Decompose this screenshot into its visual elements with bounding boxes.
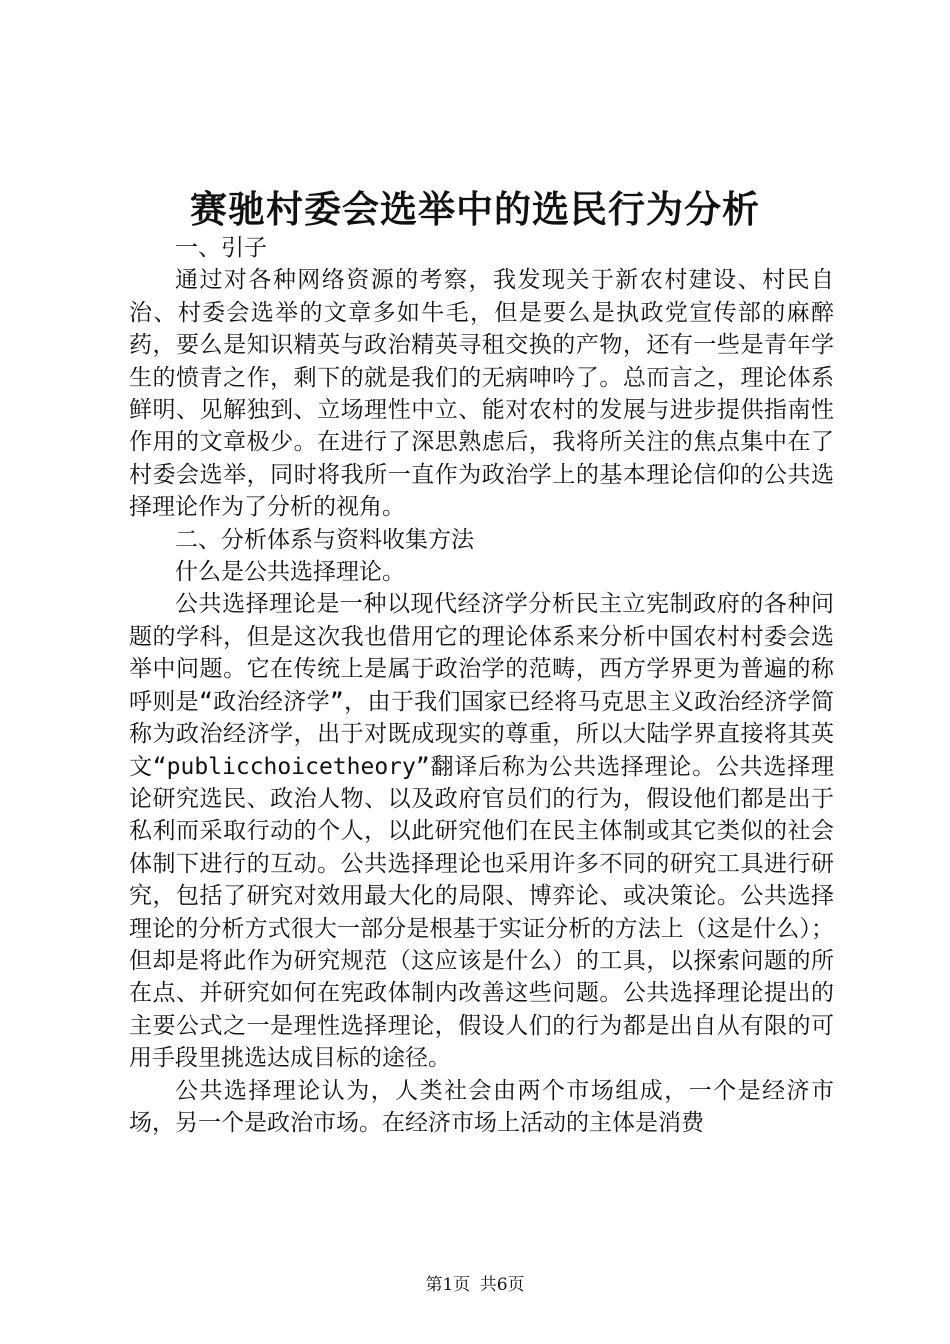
document-body [129,232,834,1139]
paragraph-intro: 通过对各种网络资源的考察，我发现关于新农村建设、村民自治、村委会选举的文章多如牛毛，但是要么是执政党宣传部的麻醉药，要么是知识精英与政治精英寻租交换的产物，还有一些是青年学生的愤青之作，剩下的就是我们的无病呻吟了。总而言之，理论体系鲜明、见解独到、立场理性中立、能对农村的发展与进步提供指南性作用的文章极少。在进行了深思熟虑后，我将所关注的焦点集中在了村委会选举，同时将我所一直作为政治学上的基本理论信仰的公共选择理论作为了分析的视角。 [129,267,834,521]
document-title: 赛驰村委会选举中的选民行为分析 [190,187,760,231]
section-heading-method: 二、分析体系与资料收集方法 [175,526,474,553]
subheading-public-choice: 什么是公共选择理论。 [175,559,405,586]
paragraph-public-choice-theory: 公共选择理论是一种以现代经济学分析民主立宪制政府的各种问题的学科，但是这次我也借用它的理论体系来分析中国农村村委会选举中问题。它在传统上是属于政治学的范畴，西方学界更为普遍的称呼则是“政治经济学”，由于我们国家已经将马克思主义政治经济学简称为政治经济学，出于对既成现实的尊重，所以大陆学界直接将其英文“publicchoicetheory”翻译后称为公共选择理论。公共选择理论研究选民、政治人物、以及政府官员们的行为，假设他们都是出于私利而采取行动的个人，以此研究他们在民主体制或其它类似的社会体制下进行的互动。公共选择理论也采用许多不同的研究工具进行研究，包括了研究对效用最大化的局限、博弈论、或决策论。公共选择理论的分析方式很大一部分是根基于实证分析的方法上（这是什么）；但却是将此作为研究规范（这应该是什么）的工具，以探索问题的所在点、并研究如何在宪政体制内改善这些问题。公共选择理论提出的主要公式之一是理性选择理论，假设人们的行为都是出自从有限的可用手段里挑选达成目标的途径。 [129,591,834,1072]
paragraph-two-markets: 公共选择理论认为，人类社会由两个市场组成，一个是经济市场，另一个是政治市场。在经济市场上活动的主体是消费 [129,1077,834,1136]
section-heading-intro: 一、引子 [175,235,267,261]
page-footer [0,1273,950,1297]
page-total: 共6页 [479,1275,525,1295]
page-number: 第1页 [425,1275,471,1295]
